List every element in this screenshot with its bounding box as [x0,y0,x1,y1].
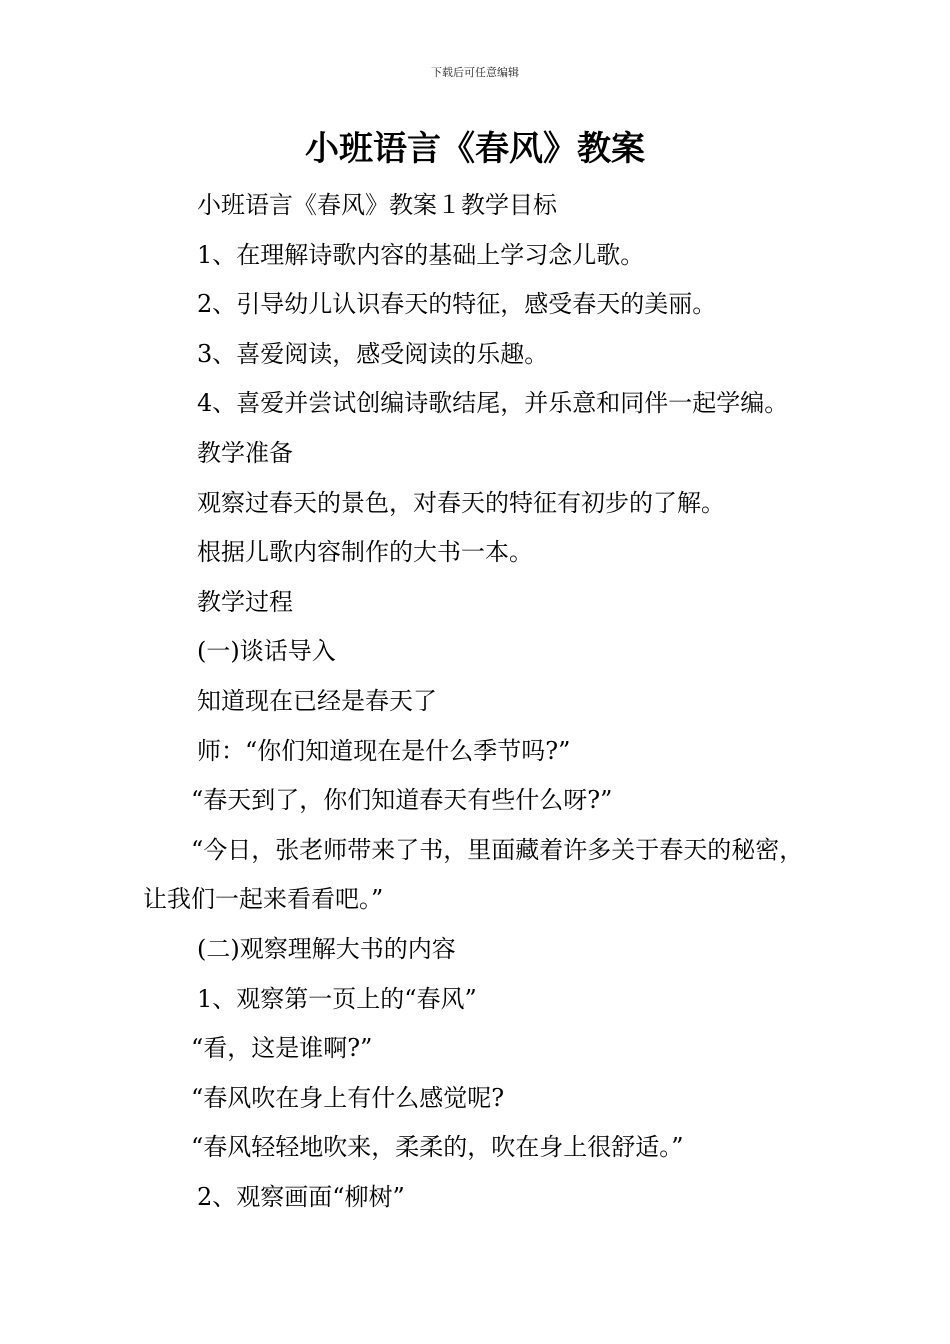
paragraph-goal-4: 4、喜爱并尝试创编诗歌结尾，并乐意和同伴一起学编。 [197,389,789,418]
paragraph-dialogue: “春风轻轻地吹来，柔柔的，吹在身上很舒适。” [191,1133,684,1162]
paragraph-preparation-heading: 教学准备 [197,438,293,467]
paragraph-observe-1: 1、观察第一页上的“春风” [197,984,477,1013]
paragraph-dialogue: “春风吹在身上有什么感觉呢? [191,1083,505,1112]
paragraph-text: 知道现在已经是春天了 [197,686,437,715]
paragraph-dialogue: “看，这是谁啊?” [191,1034,373,1063]
document-title: 小班语言《春风》教案 [305,129,645,169]
paragraph-dialogue: 师：“你们知道现在是什么季节吗?” [197,736,571,765]
paragraph-observe-2: 2、观察画面“柳树” [197,1182,405,1211]
paragraph-preparation-2: 根据儿歌内容制作的大书一本。 [197,538,533,567]
document-body [143,181,823,1222]
paragraph-step-1-heading: (一)谈话导入 [197,637,336,666]
paragraph-goal-2: 2、引导幼儿认识春天的特征，感受春天的美丽。 [197,290,717,319]
page-header-note: 下载后可任意编辑 [431,66,519,79]
paragraph-goal-3: 3、喜爱阅读，感受阅读的乐趣。 [197,339,549,368]
paragraph-goal-1: 1、在理解诗歌内容的基础上学习念儿歌。 [197,240,645,269]
paragraph-section-heading: 小班语言《春风》教案１教学目标 [197,191,557,219]
paragraph-step-2-heading: (二)观察理解大书的内容 [197,934,456,963]
paragraph-preparation-1: 观察过春天的景色，对春天的特征有初步的了解。 [197,488,725,517]
paragraph-process-heading: 教学过程 [197,587,293,616]
paragraph-dialogue: “春天到了，你们知道春天有些什么呀?” [191,786,613,815]
paragraph-dialogue: “今日，张老师带来了书，里面藏着许多关于春天的秘密，让我们一起来看看吧。” [143,835,804,914]
